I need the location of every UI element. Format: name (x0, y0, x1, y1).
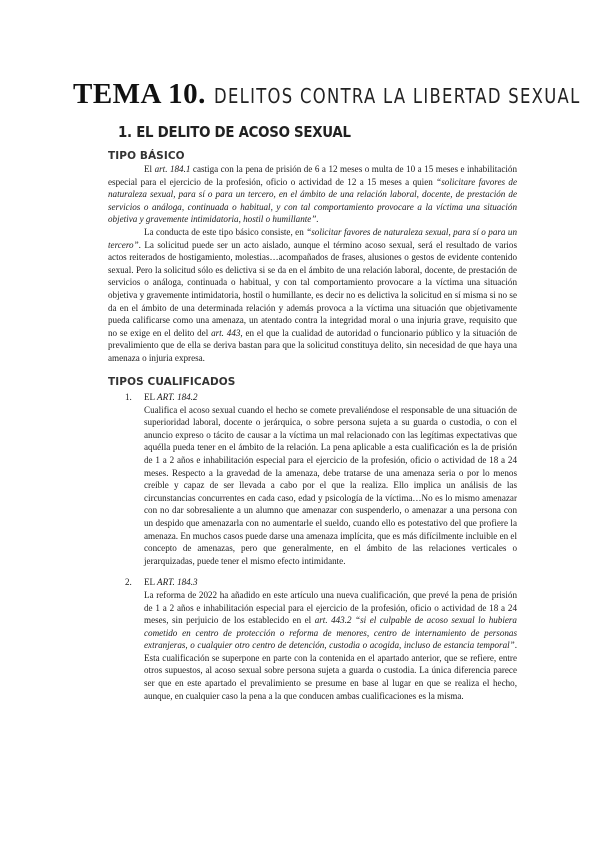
tipo-basico-heading: TIPO BÁSICO (108, 150, 185, 162)
chapter-title (73, 78, 600, 111)
text-run: . Esta cualificación se superpone en parte con la contenida en el apartado anterior, que se refiere, entre otros supuestos, al acoso sexual sobre persona sujeta a guarda o custodia. La única diferencia parece ser que en este apartado el prevalimiento se presume en base al lugar en que se realiza el hecho, aunque, en cualquier caso la pena a la que conducen ambas cualificaciones es la misma. (144, 640, 517, 701)
list-item-heading (144, 576, 517, 589)
text-run: , en el que la cualidad de autoridad o funcionario público y la situación de prevalimiento que de ella se deriva bastan para que la solicitud constituya delito, sin necesidad de que haya una amenaza o injuria expresa. (108, 327, 517, 363)
list-item-text (144, 589, 517, 702)
section-heading: 1. EL DELITO DE ACOSO SEXUAL (118, 123, 351, 141)
legal-quote: “solicitare favores de naturaleza sexual, para sí o para un tercero, en el ámbito de una relación laboral, docente, de prestación de servicios o análoga, continuada o habitual, y con tal comportamiento provocare a la víctima una situación objetiva y gravemente intimidatoria, hostil o humillante”. (108, 176, 517, 225)
article-reference: art. 184.1 (154, 164, 191, 174)
legal-quote: “si el culpable de acoso sexual lo hubiera cometido en centro de protección o reforma de menores, centro de internamiento de personas extranjeras, o cualquier otro centro de detención, custodia o acogida, incluso de estancia temporal” (144, 615, 517, 651)
article-reference: art. 443 (211, 327, 241, 338)
list-item-number: 1. (125, 392, 132, 402)
text-run: El (144, 164, 155, 174)
text-run: castiga con la pena de prisión de 6 a 12 meses o multa de 10 a 15 meses e inhabilitación especial para el ejercicio de la profesión, oficio o actividad de 12 a 15 meses a quien (108, 164, 517, 187)
article-reference: ART. 184.2 (157, 392, 198, 402)
chapter-subtitle: DELITOS CONTRA LA LIBERTAD SEXUAL (213, 84, 581, 108)
text-run: EL (144, 392, 158, 402)
article-reference: art. 443.2 (314, 615, 352, 626)
chapter-number: TEMA 10. (73, 78, 206, 110)
article-reference: ART. 184.3 (157, 577, 198, 588)
tipo-basico-paragraph-1 (108, 163, 517, 226)
list-item (108, 576, 517, 702)
tipo-basico-paragraph-2 (108, 226, 517, 365)
legal-quote: “solicitar favores de naturaleza sexual, para sí o para un tercero” (108, 226, 517, 250)
list-item-text: Cualifica el acoso sexual cuando el hecho se comete prevaliéndose el responsable de una situación de superioridad laboral, docente o jerárquica, o sobre persona sujeta a su guarda o custodia, o con el anuncio expreso o tácito de causar a la víctima un mal relacionado con las legítimas expectativas que aquélla pueda tener en el ámbito de la relación. La pena aplicable a esta cualificación es la de prisión de 1 a 2 años e inhabilitación especial para el ejercicio de la profesión, oficio o actividad de 18 a 24 meses. Respecto a la gravedad de la amenaza, debe tratarse de una amenaza seria o por lo menos creíble y capaz de ser llevada a cabo por el que la realiza. Ello implica un análisis de las circunstancias concurrentes en cada caso, edad y psicología de la víctima…No es lo mismo amenazar con no dar sobresaliente a un alumno que amenazar con suspenderlo, o amenazar a una persona con un despido que amenazarla con no aumentarle el sueldo, cuando ello es potestativo del que profiere la amenaza. En muchos casos puede darse una amenaza implícita, que es más difícilmente incluible en el concepto de amenazas, pero que generalmente, en el ámbito de las relaciones verticales o jerarquizadas, puede tener el mismo efecto intimidante. (144, 404, 517, 566)
text-run: La reforma de 2022 ha añadido en este artículo una nueva cualificación, que prevé la pena de prisión de 1 a 2 años e inhabilitación especial para el ejercicio de la profesión, oficio o actividad de 18 a 24 meses, sin perjuicio de los establecido en el (144, 589, 517, 626)
text-run: EL (144, 577, 158, 588)
list-item (108, 391, 517, 567)
tipos-cualificados-heading: TIPOS CUALIFICADOS (108, 376, 236, 388)
tipos-cualificados-list (108, 391, 517, 702)
tipo-basico-body (108, 163, 517, 365)
text-run: La conducta de este tipo básico consiste, en (144, 226, 307, 237)
text-run: . La solicitud puede ser un acto aislado, aunque el término acoso sexual, será el resultado de varios actos reiterados de hostigamiento, molestias…acompañados de frases, alusiones o gestos de evidente contenido sexual. Pero la solicitud sólo es delictiva si se da en el ámbito de una relación laboral, docente, de prestación de servicios o análoga, continuada o habitual, y con tal comportamiento provocare a la víctima una situación objetiva y gravemente intimidatoria, hostil o humillante, es decir no es delictiva la solicitud en sí misma si no se da en el ámbito de una determinada relación y además provoca a la víctima una situación que objetivamente pueda calificarse como una amenaza, un atentado contra la integridad moral o una injuria grave, requisito que no se exige en el delito del (108, 239, 517, 338)
list-item-number: 2. (125, 577, 132, 588)
list-item-heading (144, 391, 517, 404)
